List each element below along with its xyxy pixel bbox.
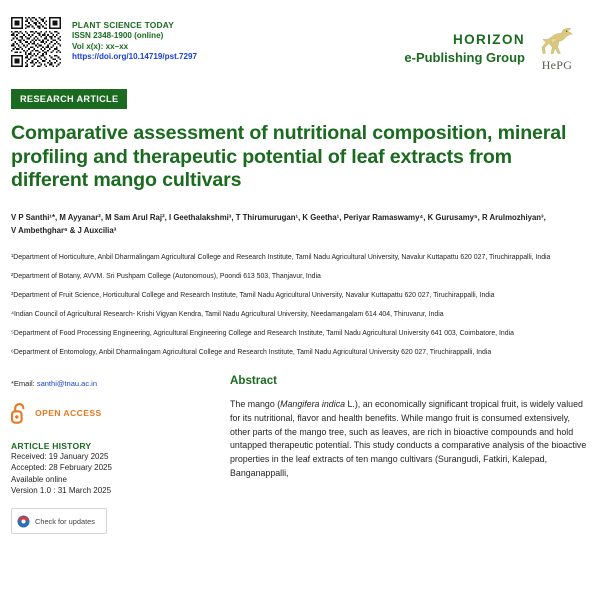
article-accepted-date: Accepted: 28 February 2025 [11,463,112,473]
journal-issn: ISSN 2348-1900 (online) [72,31,164,41]
author-line-2: V Ambethghar⁶ & J Auxcilia³ [11,225,117,235]
journal-title: PLANT SCIENCE TODAY [72,20,174,30]
journal-volume: Vol x(x): xx–xx [72,41,129,51]
article-received-date: Received: 19 January 2025 [11,452,109,462]
article-history-heading: ARTICLE HISTORY [11,441,92,452]
abstract-heading: Abstract [230,374,278,388]
article-version: Version 1.0 : 31 March 2025 [11,486,112,496]
affiliation-item: ⁶Department of Entomology, Anbil Dharmalingam Agricultural College and Research Institute, Tamil Nadu Agricultural University 620 027, Tiruchirappalli, India [11,348,492,356]
author-line-1: V P Santhi¹*, M Ayyanar², M Sam Arul Raj², I Geethalakshmi³, T Thirumurugan¹, K Geetha¹, Periyar Ramaswamy⁴, K Gurusamy⁵, R Arulmozhiyan³, [11,213,546,223]
open-access-row[interactable] [11,402,220,424]
griffin-icon [537,25,577,57]
publisher-block [404,17,590,73]
abstract-text-part2: L.), an economically significant tropical fruit, is widely valued for its nutritional, flavor and health benefits. While mango fruit is consumed extensively, other parts of the mango tree, such as leaves, are rich in bioactive compounds and hold untapped therapeutic potential. This study conducts a comparative analysis of the bioactive properties in the leaf extracts of ten mango cultivars (Surangudi, Fatkiri, Kalepad, Banganappalli, [230,399,587,478]
author-list [11,212,589,237]
crossmark-icon [17,515,30,528]
affiliation-item: ⁵Department of Food Processing Engineering, Agricultural Engineering College and Research Institute, Tamil Nadu Agricultural University 641 003, Coimbatore, India [11,329,514,337]
species-name-italic: Mangifera indica [280,399,346,410]
affiliation-item: ¹Department of Horticulture, Anbil Dharmalingam Agricultural College and Research Institute, Tamil Nadu Agricultural University, Navalur Kuttapattu 620 027, Tiruchirappalli, India [11,254,551,262]
affiliation-list [11,253,589,358]
affiliation-item: ³Department of Fruit Science, Horticultural College and Research Institute, Tamil Nadu Agricultural University, Navalur Kuttapattu 620 027, Tiruchirappalli, India [11,292,495,300]
crossmark-label: Check for updates [35,516,95,526]
email-prefix: *Email: [11,379,37,389]
left-column [10,372,220,534]
hepg-wordmark: HePG [541,58,573,72]
article-available-online: Available online [11,474,67,484]
crossmark-badge[interactable] [11,508,107,534]
affiliation-item: ⁴Indian Council of Agricultural Research- Krishi Vigyan Kendra, Tamil Nadu Agricultural University, Needamangalam 614 404, Thiruvarur, India [11,310,444,318]
abstract-text-part1: The mango ( [230,399,281,410]
research-article-badge: RESEARCH ARTICLE [11,89,127,109]
publisher-name: HORIZON [452,31,525,47]
doi-link[interactable]: https://doi.org/10.14719/pst.7297 [72,52,198,62]
hepg-logo [534,25,580,73]
lower-section [10,372,590,534]
email-link[interactable]: santhi@tnau.ac.in [36,379,97,389]
paper-title: Comparative assessment of nutritional composition, mineral profiling and therapeutic potential of leaf extracts from different mango cultivars [11,122,567,192]
publisher-subtitle: e-Publishing Group [404,50,525,66]
right-column [220,372,590,534]
open-access-label: OPEN ACCESS [35,408,102,419]
abstract-text [230,398,590,481]
correspondence-email [11,379,220,388]
qr-code-icon[interactable] [11,17,61,67]
open-lock-icon [11,402,28,424]
masthead [10,0,590,73]
affiliation-item: ²Department of Botany, AVVM. Sri Pushpam College (Autonomous), Poondi 613 503, Thanjavur, India [11,273,321,281]
journal-info [72,17,197,63]
